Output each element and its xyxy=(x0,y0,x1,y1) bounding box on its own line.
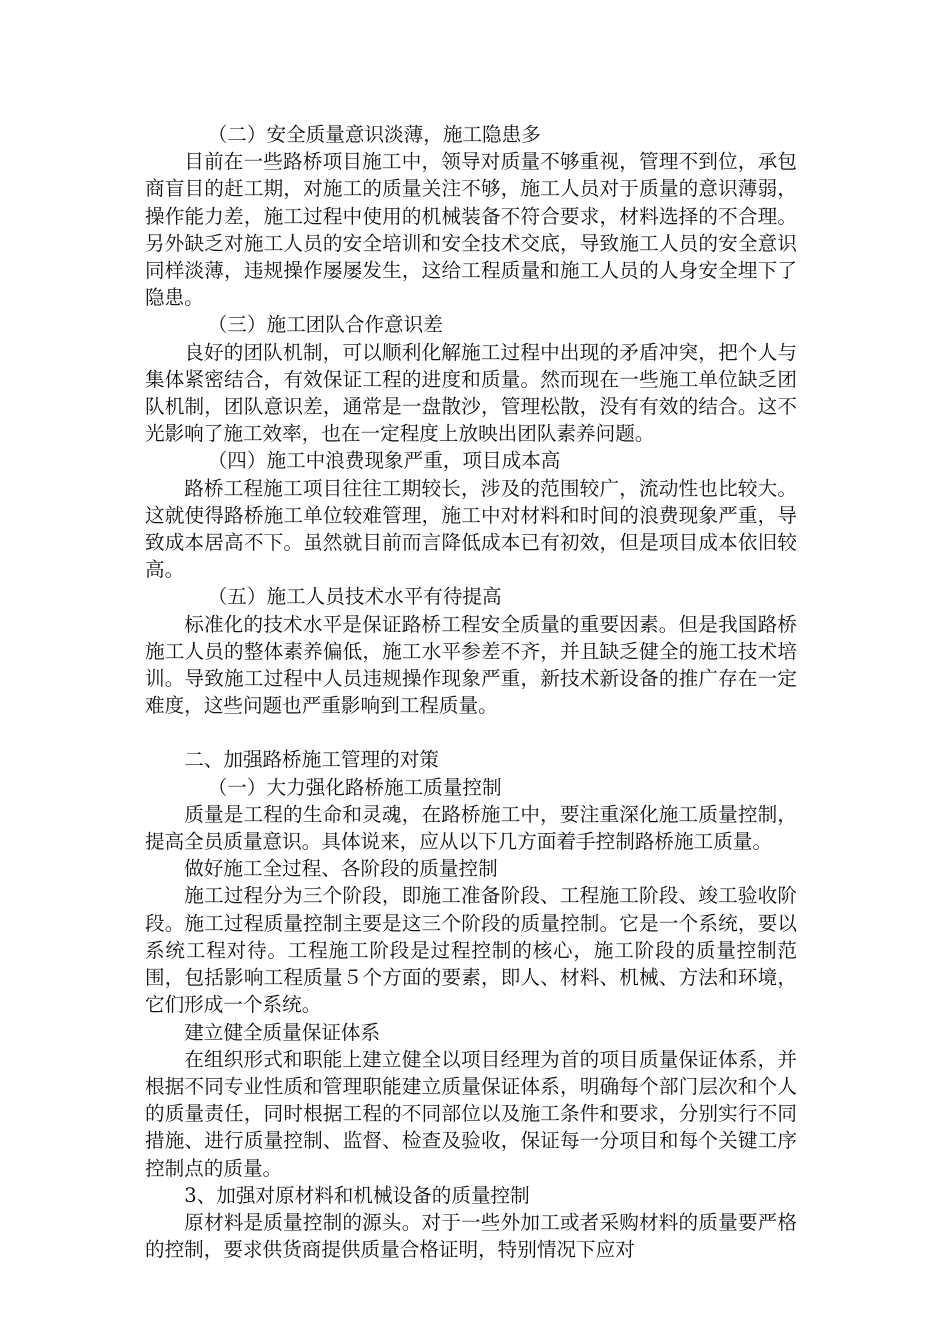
section-gap xyxy=(145,719,797,746)
body-paragraph: 标准化的技术水平是保证路桥工程安全质量的重要因素。但是我国路桥施工人员的整体素养偏低，施工水平参差不齐，并且缺乏健全的施工技术培训。导致施工过程中人员违规操作现象严重，新技术新设备的推广存在一定难度，这些问题也严重影响到工程质量。 xyxy=(145,612,797,718)
body-paragraph: 路桥工程施工项目往往工期较长，涉及的范围较广，流动性也比较大。这就使得路桥施工单位较难管理，施工中对材料和时间的浪费现象严重，导致成本居高不下。虽然就目前而言降低成本已有初效，但是项目成本依旧较高。 xyxy=(145,476,797,582)
topic-heading: 3、加强对原材料和机械设备的质量控制 xyxy=(184,1183,530,1207)
section-subheading: （二）安全质量意识淡薄，施工隐患多 xyxy=(207,123,541,146)
body-paragraph: 原材料是质量控制的源头。对于一些外加工或者采购材料的质量要严格的控制，要求供货商提供质量合格证明，特别情况下应对 xyxy=(145,1210,797,1262)
body-paragraph: 质量是工程的生命和灵魂，在路桥施工中，要注重深化施工质量控制，提高全员质量意识。具体说来，应从以下几方面着手控制路桥施工质量。 xyxy=(145,802,797,854)
body-paragraph: 良好的团队机制，可以顺利化解施工过程中出现的矛盾冲突，把个人与集体紧密结合，有效保证工程的进度和质量。然而现在一些施工单位缺乏团队机制，团队意识差，通常是一盘散沙，管理松散，没有有效的结合。这不光影响了施工效率，也在一定程度上放映出团队素养问题。 xyxy=(145,340,797,446)
section-subheading: （三）施工团队合作意识差 xyxy=(207,313,443,337)
body-paragraph: 在组织形式和职能上建立健全以项目经理为首的项目质量保证体系，并根据不同专业性质和管理职能建立质量保证体系，明确每个部门层次和个人的质量责任，同时根据工程的不同部位以及施工条件和要求，分别实行不同措施、进行质量控制、监督、检查及验收，保证每一分项目和每个关键工序控制点的质量。 xyxy=(145,1047,797,1180)
topic-heading: 建立健全质量保证体系 xyxy=(184,1020,381,1044)
topic-heading: 做好施工全过程、各阶段的质量控制 xyxy=(184,857,498,881)
document-body xyxy=(145,121,797,1263)
body-paragraph: 施工过程分为三个阶段，即施工准备阶段、工程施工阶段、竣工验收阶段。施工过程质量控制主要是这三个阶段的质量控制。它是一个系统，要以系统工程对待。工程施工阶段是过程控制的核心，施工阶段的质量控制范围，包括影响工程质量５个方面的要素，即人、材料、机械、方法和环境，它们形成一个系统。 xyxy=(145,884,797,1017)
section-subheading: （一）大力强化路桥施工质量控制 xyxy=(207,775,502,799)
section-subheading: （五）施工人员技术水平有待提高 xyxy=(207,585,502,609)
section-heading: 二、加强路桥施工管理的对策 xyxy=(184,748,439,772)
body-paragraph: 目前在一些路桥项目施工中，领导对质量不够重视，管理不到位，承包商盲目的赶工期，对施工的质量关注不够，施工人员对于质量的意识薄弱，操作能力差，施工过程中使用的机械装备不符合要求，材料选择的不合理。另外缺乏对施工人员的安全培训和安全技术交底，导致施工人员的安全意识同样淡薄，违规操作屡屡发生，这给工程质量和施工人员的人身安全埋下了隐患。 xyxy=(145,150,797,310)
section-subheading: （四）施工中浪费现象严重，项目成本高 xyxy=(207,449,561,473)
